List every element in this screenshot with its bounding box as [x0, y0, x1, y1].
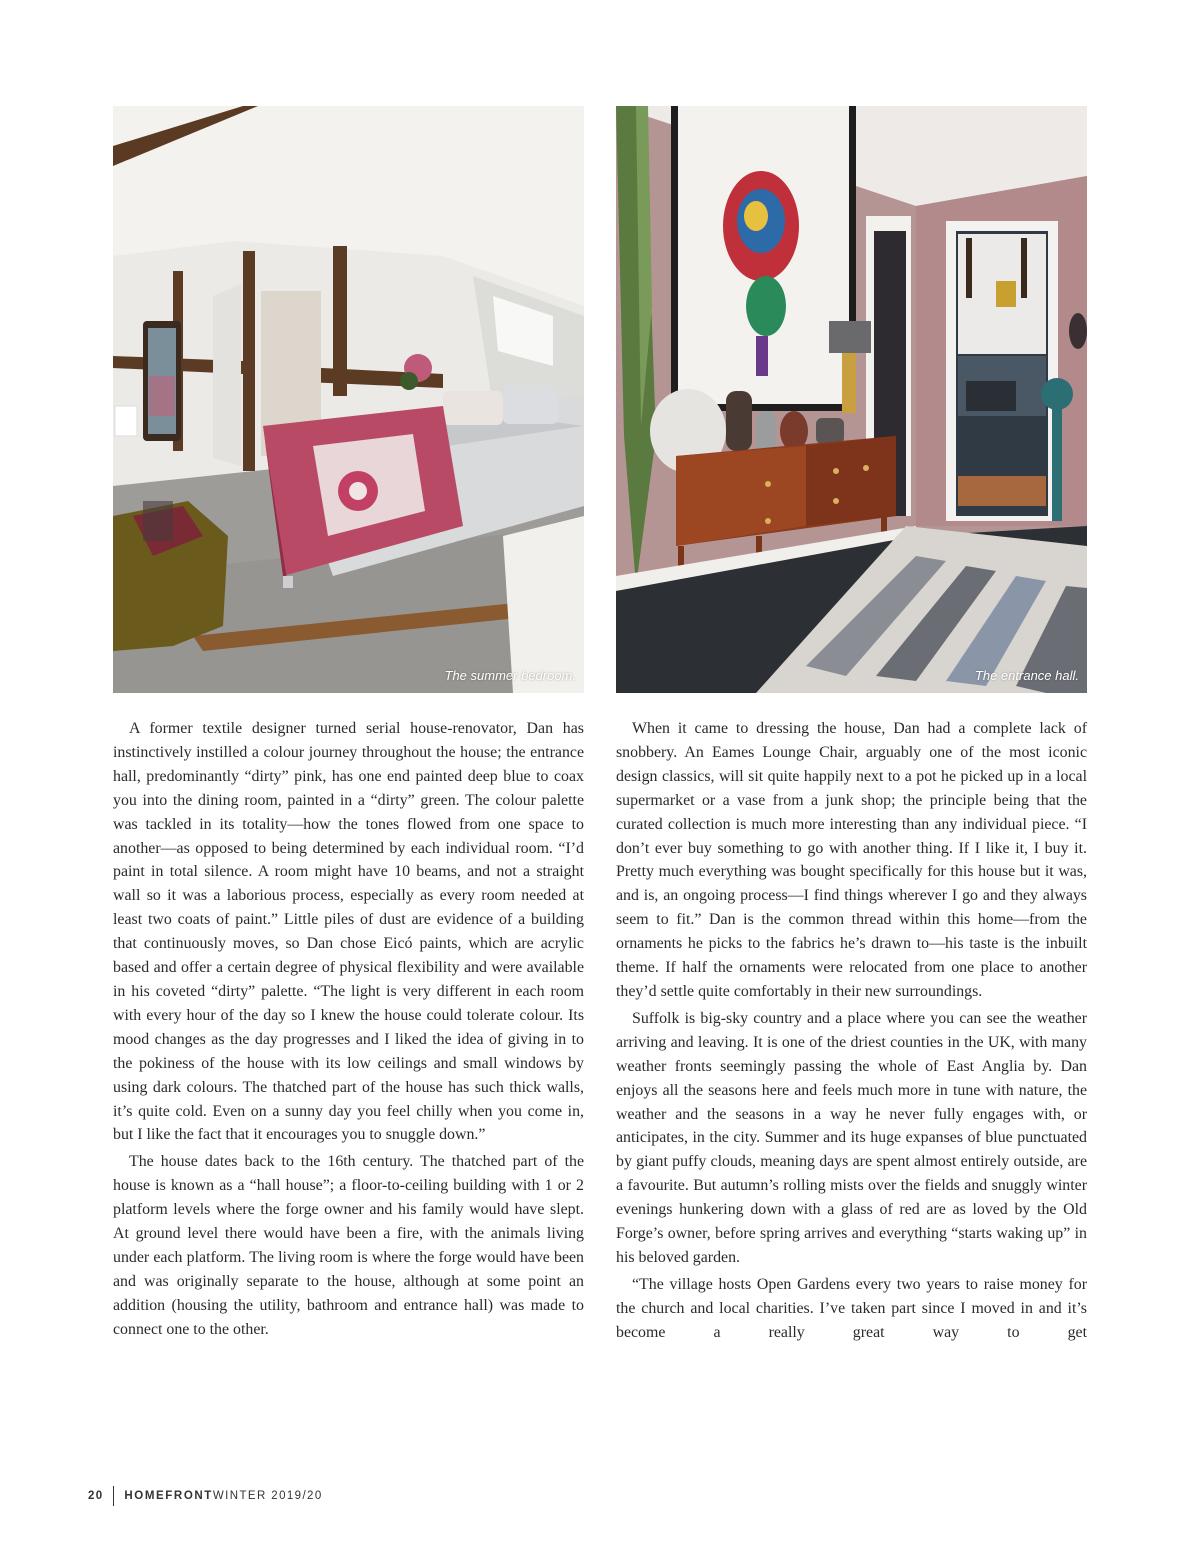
issue-label: WINTER 2019/20 — [212, 1490, 323, 1502]
photo-summer-bedroom — [113, 106, 584, 693]
paragraph: The house dates back to the 16th century. The thatched part of the house is known as a “hall house”; a floor-to-ceiling building with 1 or 2 platform levels where the forge owner and his family would have slept. At ground level there would have been a fire, with the animals living under each platform. The living room is where the forge would have been and was originally separate to the house, although at some point an addition (housing the utility, bathroom and entrance hall) was made to connect one to the other. — [113, 1153, 584, 1338]
article-column-right — [616, 717, 1087, 1348]
photo-caption: The summer bedroom. — [444, 668, 576, 683]
bedroom-illustration — [113, 106, 584, 693]
paragraph: When it came to dressing the house, Dan had a complete lack of snobbery. An Eames Lounge Chair, arguably one of the most iconic design classics, will sit quite happily next to a pot he picked up in a local supermarket or a vase from a junk shop; the principle being that the curated collection is much more interesting than any individual piece. “I don’t ever buy something to go with another thing. If I like it, I buy it. Pretty much everything was bought specifically for this house but it was, and is, an ongoing process—I find things wherever I go and they always seem to fit.” Dan is the common thread within this home—from the ornaments he picks to the fabrics he’s drawn to—his taste is the inbuilt theme. If half the ornaments were relocated from one place to another they’d settle quite comfortably in their new surroundings. — [616, 720, 1087, 1000]
photo-entrance-hall — [616, 106, 1087, 693]
paragraph: A former textile designer turned serial house-renovator, Dan has instinctively instilled a colour journey throughout the house; the entrance hall, predominantly “dirty” pink, has one end painted deep blue to coax you into the dining room, painted in a “dirty” green. The colour palette was tackled in its totality—how the tones flowed from one space to another—as opposed to being determined by each individual room. “I’d paint in total silence. A room might have 10 beams, and not a straight wall so it was a laborious process, especially as every room needed at least two coats of paint.” Little piles of dust are evidence of a building that continuously moves, so Dan chose Eicó paints, which are acrylic based and offer a certain degree of physical flexibility and were available in his coveted “dirty” palette. “The light is very different in each room with every hour of the day so I knew the house could tolerate colour. Its mood changes as the day progresses and I liked the idea of giving in to the pokiness of the house with its low ceilings and small windows by using dark colours. The thatched part of the house has such thick walls, it’s quite cold. Even on a sunny day you feel chilly when you come in, but I like the fact that it encourages you to snuggle down.” — [113, 720, 584, 1144]
photo-caption: The entrance hall. — [974, 668, 1079, 683]
page-footer — [88, 1484, 323, 1508]
article-column-left — [113, 717, 584, 1345]
paragraph: “The village hosts Open Gardens every two years to raise money for the church and local charities. I’ve taken part since I moved in and it’s become a really great way to get — [616, 1275, 1087, 1341]
entrance-hall-illustration — [616, 106, 1087, 693]
page-number: 20 — [88, 1490, 104, 1502]
footer-divider — [113, 1486, 114, 1506]
paragraph: Suffolk is big-sky country and a place where you can see the weather arriving and leaving. It is one of the driest counties in the UK, with many weather fronts seemingly passing the whole of East Anglia by. Dan enjoys all the seasons here and feels much more in tune with nature, the weather and the seasons in a way he never fully engages with, or anticipates, in the city. Summer and its huge expanses of blue punctuated by giant puffy clouds, meaning days are spent almost entirely outside, are a favourite. But autumn’s rolling mists over the fields and snuggly winter evenings hunkering down with a glass of red are as loved by the Old Forge’s owner, before spring arrives and everything “starts waking up” in his beloved garden. — [616, 1009, 1087, 1266]
magazine-name: HOMEFRONT — [124, 1490, 213, 1502]
